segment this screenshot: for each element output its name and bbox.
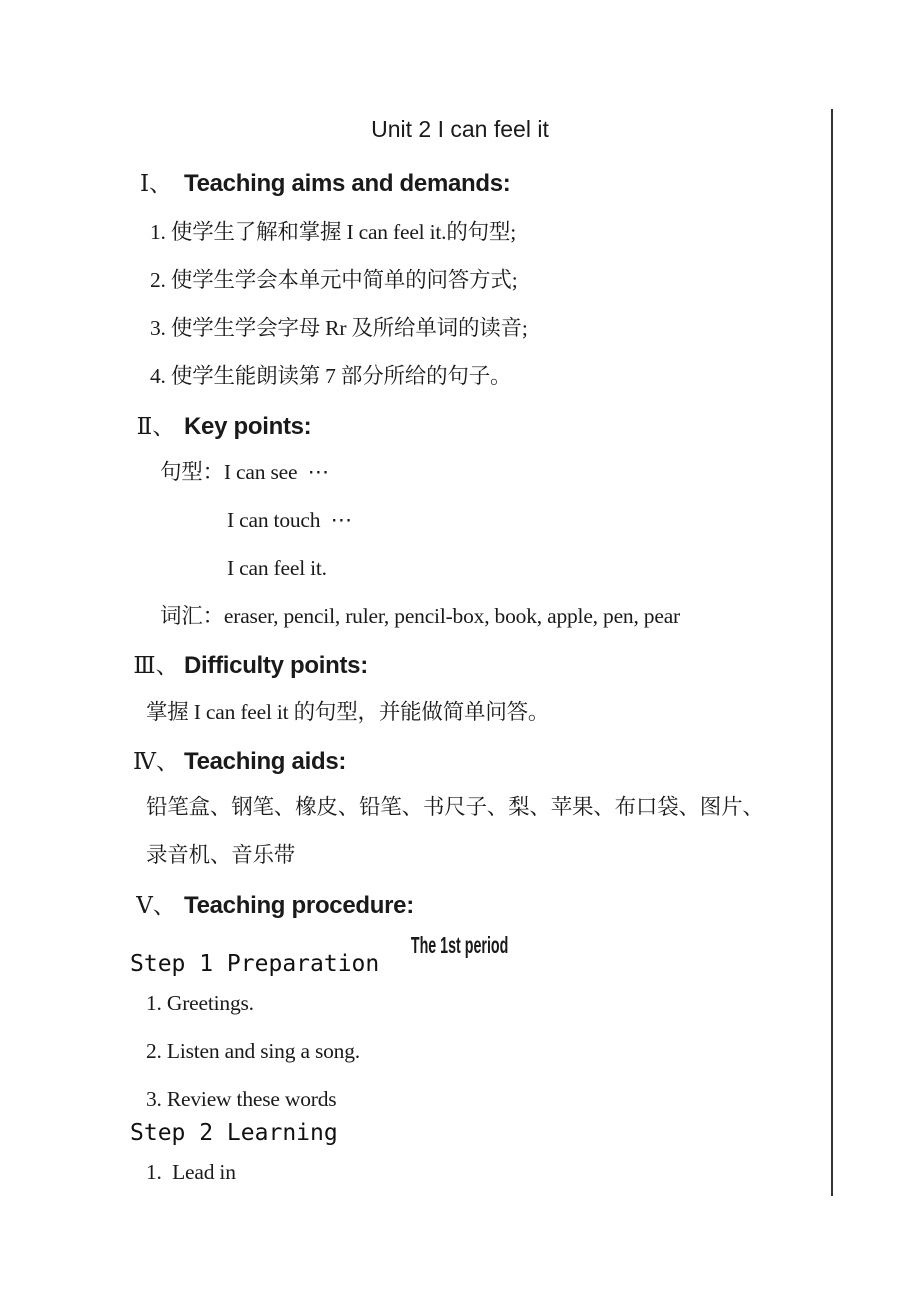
- section-heading-procedure: [128, 893, 414, 919]
- list-item: 1. 使学生了解和掌握 I can feel it.的句型;: [150, 220, 517, 244]
- list-item: 3. 使学生学会字母 Rr 及所给单词的读音;: [150, 316, 528, 340]
- section-label: Teaching aims and demands:: [184, 170, 511, 197]
- section-numeral: Ⅲ、: [133, 653, 179, 678]
- pattern-sentence: I can touch ⋯: [227, 508, 352, 532]
- step-heading: Step 2 Learning: [130, 1120, 338, 1146]
- section-label: Difficulty points:: [184, 652, 368, 679]
- section-heading-key-points: [128, 414, 311, 440]
- section-body: 录音机、音乐带: [146, 843, 296, 867]
- section-body: 铅笔盒、钢笔、橡皮、铅笔、书尺子、梨、苹果、布口袋、图片、: [146, 795, 764, 819]
- section-numeral: Ⅱ、: [136, 414, 176, 439]
- vocab-line: [160, 605, 680, 629]
- step-heading: Step 1 Preparation: [130, 951, 380, 977]
- pattern-sentence: I can see ⋯: [223, 460, 329, 484]
- pattern-label: 句型：: [160, 460, 224, 484]
- step-item: 2. Listen and sing a song.: [146, 1039, 360, 1063]
- step-item: 1. Greetings.: [146, 991, 254, 1015]
- page-title: Unit 2 I can feel it: [371, 116, 549, 142]
- section-label: Teaching procedure:: [184, 892, 414, 919]
- section-numeral: Ⅴ、: [136, 893, 176, 918]
- period-heading-text: The 1st period: [411, 932, 509, 958]
- vocab-words: eraser, pencil, ruler, pencil-box, book, apple, pen, pear: [223, 604, 681, 628]
- step-item: 1. Lead in: [146, 1160, 236, 1184]
- page-border-line: [831, 109, 833, 1196]
- section-body: 掌握 I can feel it 的句型，并能做简单问答。: [146, 700, 550, 724]
- section-label: Teaching aids:: [184, 748, 347, 775]
- pattern-line: [160, 461, 329, 485]
- section-heading-aids: [128, 749, 346, 775]
- pattern-sentence: I can feel it.: [227, 556, 327, 580]
- section-numeral: Ⅰ、: [139, 171, 173, 196]
- section-heading-difficulty: [128, 653, 368, 679]
- section-label: Key points:: [184, 413, 312, 440]
- vocab-label: 词汇：: [160, 604, 224, 628]
- list-item: 2. 使学生学会本单元中简单的问答方式;: [150, 268, 518, 292]
- section-heading-aims: [128, 171, 511, 197]
- section-numeral: Ⅳ、: [133, 749, 179, 774]
- step-item: 3. Review these words: [146, 1087, 337, 1111]
- list-item: 4. 使学生能朗读第 7 部分所给的句子。: [150, 364, 512, 388]
